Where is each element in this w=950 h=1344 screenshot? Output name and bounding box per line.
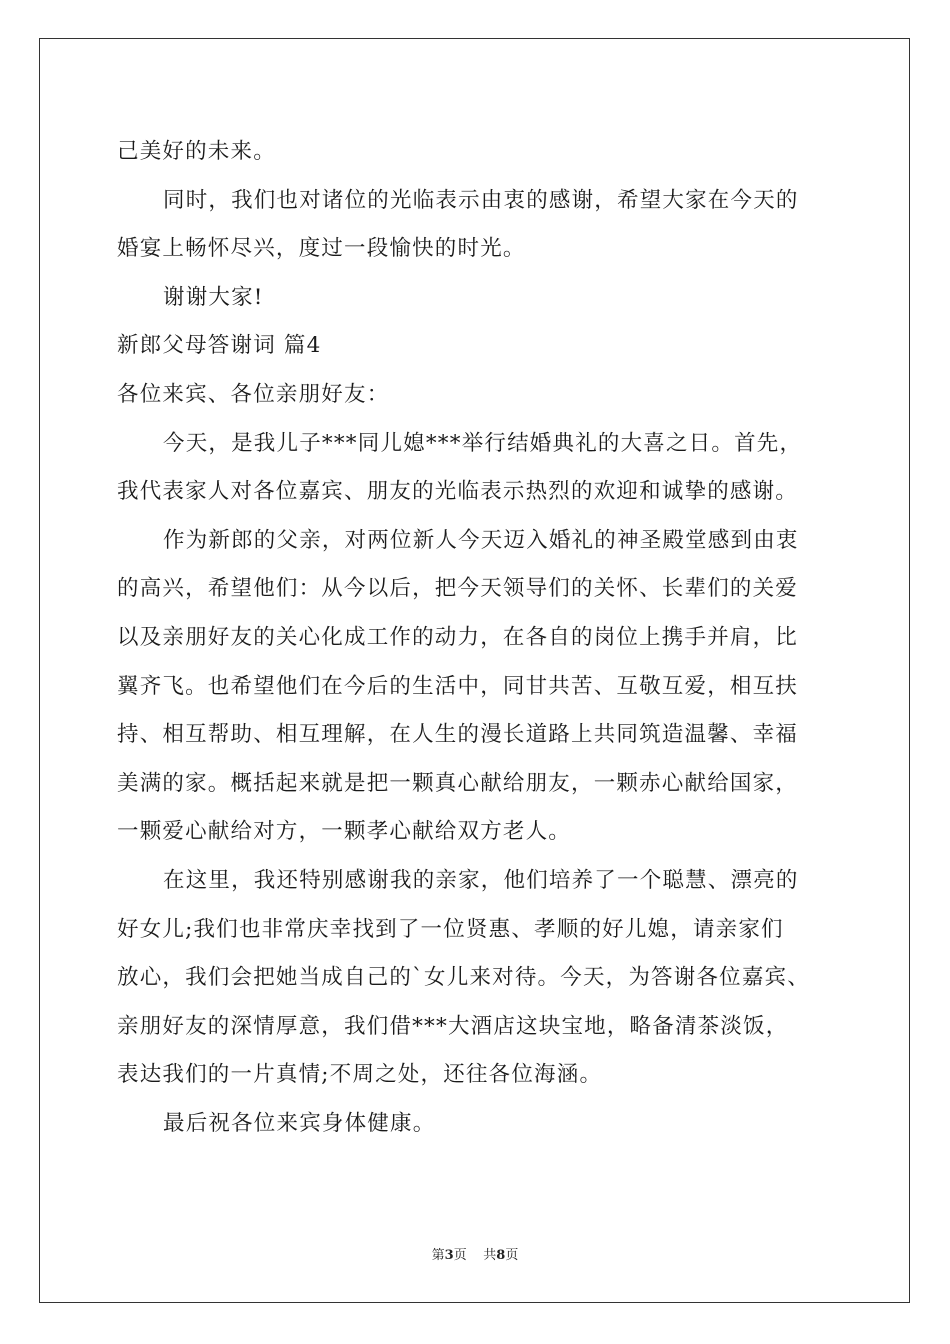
paragraph-line: 作为新郎的父亲，对两位新人今天迈入婚礼的神圣殿堂感到由衷	[163, 527, 799, 553]
paragraph-line: 今天，是我儿子***同儿媳***举行结婚典礼的大喜之日。首先，	[163, 430, 803, 456]
paragraph-line: 持、相互帮助、相互理解，在人生的漫长道路上共同筑造温馨、幸福	[117, 722, 799, 748]
paragraph-line: 美满的家。概括起来就是把一颗真心献给朋友，一颗赤心献给国家，	[117, 770, 799, 796]
document-body	[117, 128, 837, 1148]
paragraph-line: 婚宴上畅怀尽兴，度过一段愉快的时光。	[117, 236, 526, 262]
paragraph-line: 我代表家人对各位嘉宾、朋友的光临表示热烈的欢迎和诚挚的感谢。	[117, 479, 799, 505]
page-suffix: 页	[453, 1248, 467, 1263]
paragraph-line: 己美好的未来。	[117, 139, 276, 164]
page-number: 3	[444, 1248, 454, 1263]
page-footer	[0, 1244, 950, 1263]
paragraph-line: 一颗爱心献给对方，一颗孝心献给双方老人。	[117, 819, 572, 845]
section-heading: 新郎父母答谢词 篇4	[117, 333, 322, 359]
total-prefix: 共	[483, 1248, 497, 1263]
paragraph-line: 最后祝各位来宾身体健康。	[163, 1110, 436, 1136]
paragraph-line: 谢谢大家!	[163, 284, 264, 310]
page-prefix: 第	[431, 1248, 445, 1263]
paragraph-line: 表达我们的一片真情;不周之处，还往各位海涵。	[117, 1062, 603, 1088]
paragraph-line: 的高兴，希望他们：从今以后，把今天领导们的关怀、长辈们的关爱	[117, 576, 799, 602]
paragraph-line: 在这里，我还特别感谢我的亲家，他们培养了一个聪慧、漂亮的	[163, 867, 799, 893]
salutation: 各位来宾、各位亲朋好友：	[117, 381, 390, 407]
paragraph-line: 好女儿;我们也非常庆幸找到了一位贤惠、孝顺的好儿媳，请亲家们	[117, 916, 784, 942]
paragraph-line: 翼齐飞。也希望他们在今后的生活中，同甘共苦、互敬互爱，相互扶	[117, 673, 799, 699]
total-suffix: 页	[505, 1248, 519, 1263]
total-pages: 8	[496, 1248, 506, 1263]
paragraph-line: 同时，我们也对诸位的光临表示由衷的感谢，希望大家在今天的	[163, 187, 799, 213]
paragraph-line: 以及亲朋好友的关心化成工作的动力，在各自的岗位上携手并肩，比	[117, 624, 799, 650]
paragraph-line: 亲朋好友的深情厚意，我们借***大酒店这块宝地，略备清茶淡饭，	[117, 1013, 789, 1039]
paragraph-line: 放心，我们会把她当成自己的`女儿来对待。今天，为答谢各位嘉宾、	[117, 965, 810, 991]
